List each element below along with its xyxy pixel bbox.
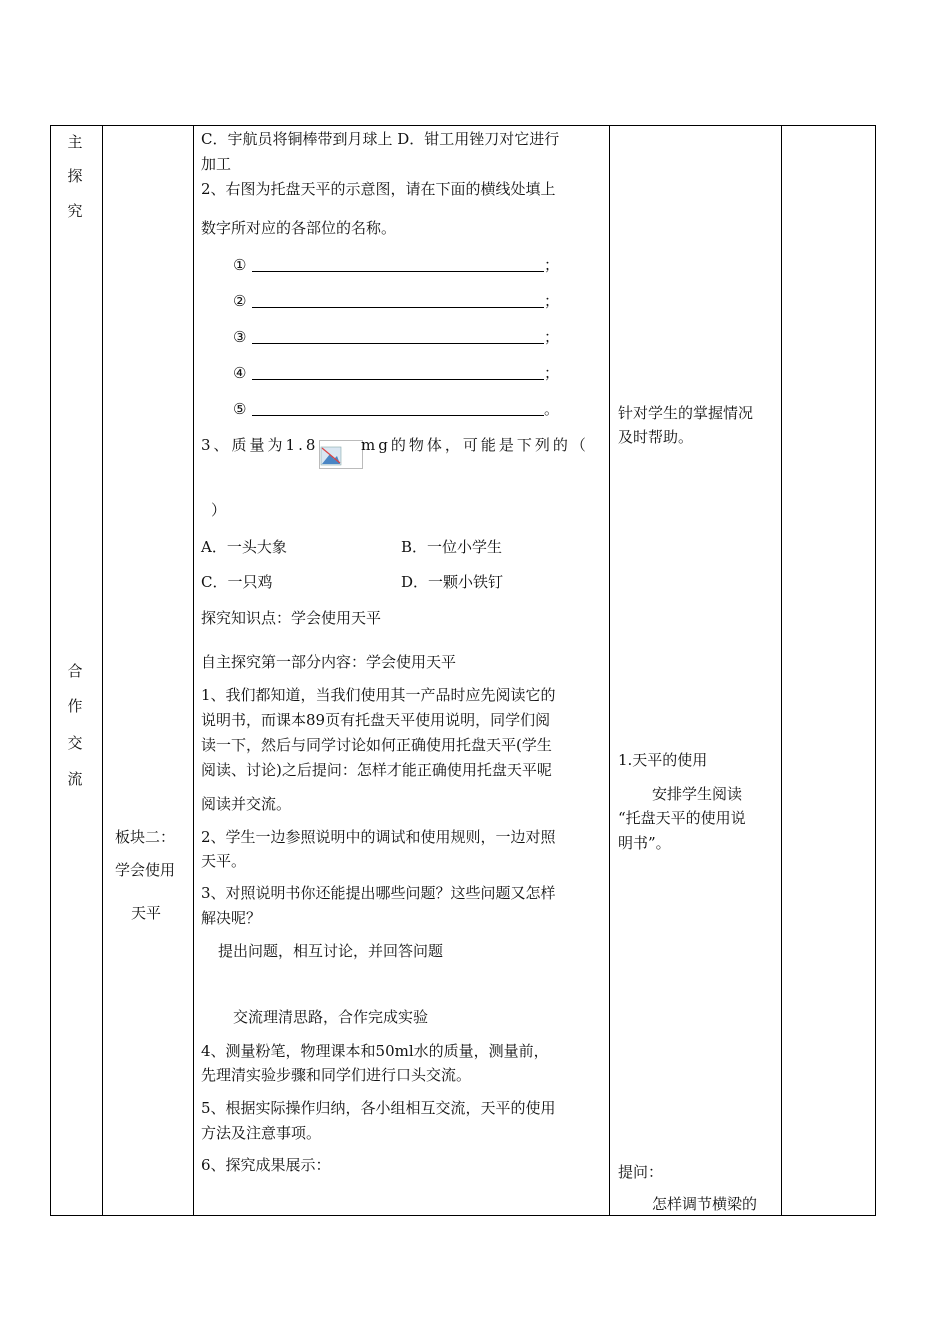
paragraph-line: 交流理清思路，合作完成实验 [233,1008,429,1026]
question-text: 3、质量为1.8 [201,436,319,454]
module-label: 天平 [131,904,162,922]
question-text: C．宇航员将铜棒带到月球上 D．钳工用锉刀对它进行 [201,130,560,148]
stage-char: 交 [67,734,83,752]
stage-char: 探 [67,167,83,185]
teacher-note: 安排学生阅读 [652,785,743,803]
paragraph-line: 读一下，然后与同学讨论如何正确使用托盘天平(学生 [201,736,552,754]
answer-blank[interactable] [252,307,544,308]
teacher-note: 及时帮助。 [618,428,694,446]
question-text: 数字所对应的各部位的名称。 [201,219,397,237]
knowledge-point: 探究知识点：学会使用天平 [201,609,382,627]
paragraph-line: 阅读并交流。 [201,795,292,813]
teacher-note: 怎样调节横梁的 [652,1195,758,1213]
blank-end: ； [544,328,560,346]
module-label: 学会使用 [115,861,176,879]
paragraph-line: 阅读、讨论)之后提问：怎样才能正确使用托盘天平呢 [201,761,552,779]
blank-number: ② [233,292,247,310]
paragraph-line: 先理清实验步骤和同学们进行口头交流。 [201,1066,472,1084]
paragraph-line: 5、根据实际操作归纳，各小组相互交流，天平的使用 [201,1099,556,1117]
paragraph-line: 1、我们都知道，当我们使用其一产品时应先阅读它的 [201,686,556,704]
question-text: mg的物体，可能是下列的（ [361,436,589,454]
paragraph-line: 说明书，而课本89页有托盘天平使用说明，同学们阅 [201,711,551,729]
question-text: 加工 [201,155,232,173]
stage-char: 究 [67,202,83,220]
paragraph-line: 解决呢？ [201,909,262,927]
blank-end: ； [544,364,560,382]
paragraph-line: 6、探究成果展示： [201,1156,331,1174]
answer-blank[interactable] [252,415,544,416]
stage-char: 合 [67,662,83,680]
teacher-note: 针对学生的掌握情况 [618,404,754,422]
blank-end: 。 [544,400,560,418]
question-text: ） [211,501,227,519]
paragraph-line: 天平。 [201,852,247,870]
blank-number: ③ [233,328,247,346]
broken-image-icon [319,440,363,469]
teacher-note: 1.天平的使用 [618,751,708,769]
teacher-note: 明书”。 [618,834,671,852]
paragraph-line: 4、测量粉笔，物理课本和50ml水的质量，测量前， [201,1042,549,1060]
option-text: D．一颗小铁钉 [401,573,504,591]
stage-char: 流 [67,770,83,788]
option-text: C．一只鸡 [201,573,273,591]
stage-char: 作 [67,697,83,715]
column-divider [102,126,103,1215]
blank-number: ④ [233,364,247,382]
module-label: 板块二： [115,828,176,846]
paragraph-line: 3、对照说明书你还能提出哪些问题？这些问题又怎样 [201,884,556,902]
teacher-note: 提问： [618,1163,664,1181]
column-divider [609,126,610,1215]
answer-blank[interactable] [252,271,544,272]
blank-number: ⑤ [233,400,247,418]
column-divider [193,126,194,1215]
paragraph-line: 提出问题，相互讨论，并回答问题 [218,942,444,960]
section-title: 自主探究第一部分内容：学会使用天平 [201,653,457,671]
answer-blank[interactable] [252,343,544,344]
option-text: A．一头大象 [201,538,287,556]
option-text: B．一位小学生 [401,538,503,556]
paragraph-line: 2、学生一边参照说明中的调试和使用规则，一边对照 [201,828,556,846]
question-text: 2、右图为托盘天平的示意图，请在下面的横线处填上 [201,180,556,198]
teacher-note: “托盘天平的使用说 [618,809,746,827]
blank-end: ； [544,256,560,274]
stage-char: 主 [67,133,83,151]
blank-end: ； [544,292,560,310]
blank-number: ① [233,256,247,274]
answer-blank[interactable] [252,379,544,380]
paragraph-line: 方法及注意事项。 [201,1124,322,1142]
column-divider [781,126,782,1215]
